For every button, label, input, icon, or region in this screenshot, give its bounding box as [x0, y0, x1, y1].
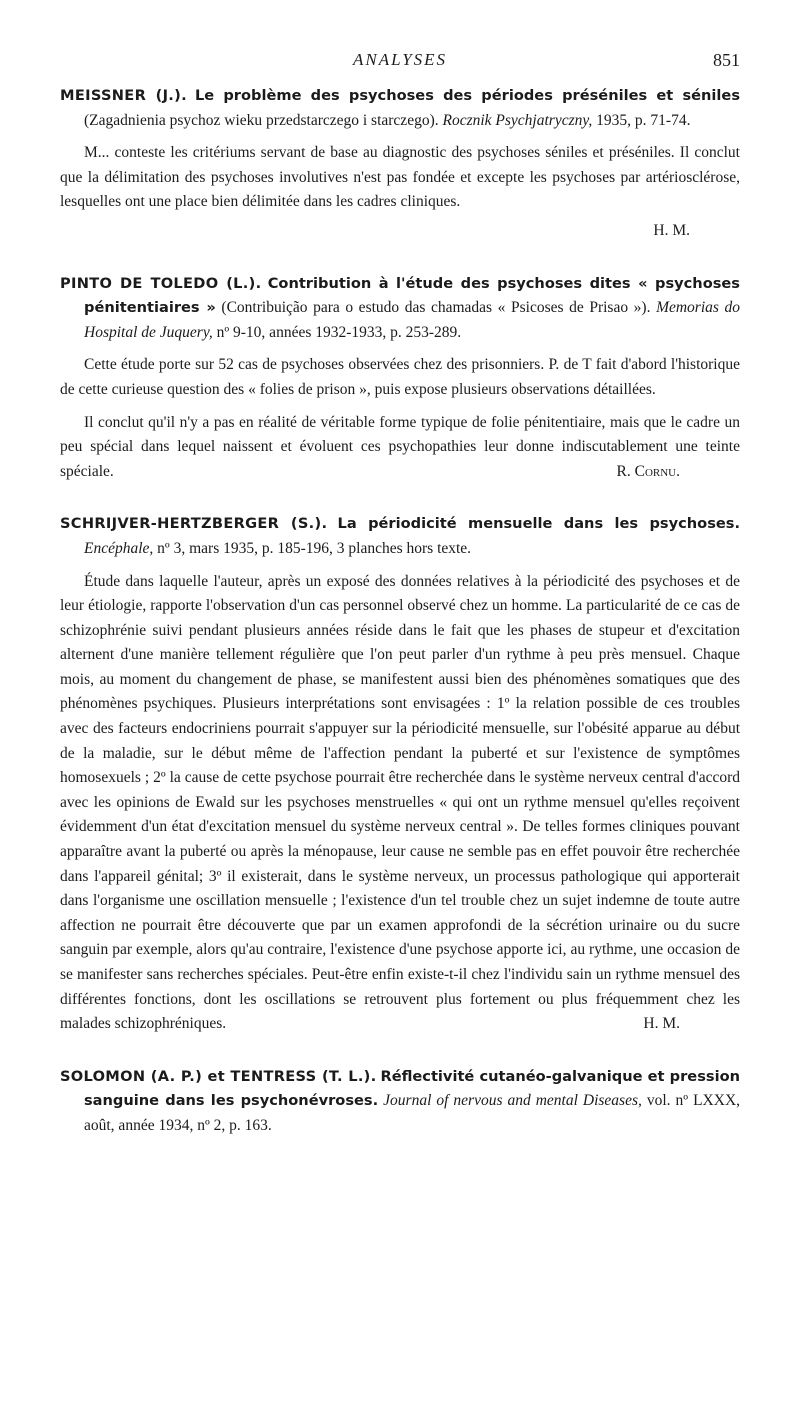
article-title: Contribution à l'étude des psychoses dites « psychoses pénitentiaires »	[84, 274, 740, 317]
citation	[60, 1065, 740, 1139]
review-paragraph	[60, 570, 740, 1037]
journal-name: Encéphale,	[84, 539, 154, 557]
publication-details: vol. nº LXXX, août, année 1934, nº 2, p. 163.	[84, 1092, 741, 1134]
review-paragraph: M... conteste les critériums servant de base au diagnostic des psychoses séniles et préséniles. Il conclut que la délimitation des psychoses involutives n'est pas fondée et excepte les psychoses par artériosclérose, lesquelles ont une place bien délimitée dans les cadres cliniques.	[60, 144, 740, 211]
review-paragraph-text: Étude dans laquelle l'auteur, après un exposé des données relatives à la périodicité des psychoses et de leur étiologie, rapporte l'observation d'un cas personnel observé chez un homme. La particularité de ce cas de schizophrénie suivi pendant plusieurs années réside dans le fait que les phases de stupeur et d'excitation alternent d'une manière tellement régulière que l'on peut parler d'un rythme à peu près mensuel. Chaque mois, au moment du changement de phase, se manifestent aussi bien des phénomènes somatiques que des phénomènes psychiques. Plusieurs interprétations sont envisagées : 1º la relation possible de ces troubles avec des facteurs endocriniens pourrait s'appuyer sur la périodicité mensuelle, sur l'obésité apparue au début de la maladie, sur le début même de l'affection pendant la puberté et sur l'existence de symptômes homosexuels ; 2º la cause de cette psychose pourrait être recherchée dans le système nerveux central d'accord avec les opinions de Ewald sur les psychoses menstruelles « qui ont un rythme mensuel qu'elles reçoivent évidemment d'un état d'excitation mensuel du système nerveux central ». De telles formes cliniques pouvant apparaître avant la puberté ou après la ménopause, leur cause ne semble pas en effet pouvoir être recherchée dans l'appareil génital; 3º il existerait, dans le système nerveux, un processus pathologique qui apporterait dans l'organisme une oscillation mensuelle ; l'existence d'un tel trouble chez un sujet indemne de toute autre affection ne pourrait être découverte que par un examen approfondi de la sécrétion urinaire ou du sucre sanguin par exemple, alors qu'au contraire, l'existence d'une psychose apporte ici, au rythme, une occasion de se manifester sans recherches spéciales. Peut-être enfin existe-t-il chez l'individu sain un rythme mensuel des différentes fonctions, dont les oscillations se retrouvent plus fortement ou plus fréquemment chez les malades schizophréniques.	[60, 572, 740, 1033]
publication-details: nº 9-10, années 1932-1933, p. 253-289.	[216, 323, 462, 341]
review-paragraph	[60, 411, 740, 485]
journal-name: Memorias do Hospital de Juquery,	[84, 299, 741, 341]
journal-name: Journal of nervous and mental Diseases,	[383, 1092, 642, 1110]
page-header	[60, 50, 740, 74]
article-title: Réflectivité cutanéo-galvanique et pression sanguine dans les psychonévroses.	[84, 1067, 740, 1110]
article-column	[60, 84, 740, 1139]
publication-details: nº 3, mars 1935, p. 185-196, 3 planches hors texte.	[157, 539, 472, 557]
article-title: Le problème des psychoses des périodes préséniles et séniles	[194, 87, 741, 104]
citation	[60, 512, 740, 561]
running-title: ANALYSES	[352, 50, 448, 69]
reviewer-signature: R. Cornu.	[616, 462, 680, 480]
review-paragraph: Cette étude porte sur 52 cas de psychoses observées chez des prisonniers. P. de T fait d'abord l'historique de cette curieuse question des « folies de prison », puis expose plusieurs observations détaillées.	[60, 356, 740, 398]
original-title: (Contribuição para o estudo das chamadas « Psicoses de Prisao »).	[221, 299, 651, 317]
citation	[60, 272, 740, 346]
author-name: MEISSNER (J.).	[60, 87, 187, 104]
author-name: PINTO DE TOLEDO (L.).	[60, 274, 262, 292]
publication-details: 1935, p. 71-74.	[596, 111, 691, 129]
author-name: SOLOMON (A. P.) et TENTRESS (T. L.).	[60, 1067, 377, 1085]
page-number: 851	[713, 50, 740, 70]
reviewer-signature: H. M.	[653, 221, 690, 239]
author-name: SCHRIJVER-HERTZBERGER (S.).	[60, 515, 328, 533]
review-entry	[60, 84, 740, 244]
review-entry	[60, 272, 740, 485]
original-title: (Zagadnienia psychoz wieku przedstarczego i starczego).	[84, 111, 439, 129]
review-entry	[60, 1065, 740, 1139]
citation	[60, 84, 740, 133]
journal-name: Rocznik Psychjatryczny,	[442, 111, 593, 129]
article-title: La périodicité mensuelle dans les psychoses.	[337, 515, 741, 533]
review-entry	[60, 512, 740, 1036]
review-paragraph-text: Il conclut qu'il n'y a pas en réalité de véritable forme typique de folie pénitentiaire, mais que le cadre un peu spécial dans lequel naissent et évoluent ces psychopathies leur donne indiscutablement une teinte spéciale.	[60, 413, 740, 480]
reviewer-signature: H. M.	[643, 1015, 680, 1033]
